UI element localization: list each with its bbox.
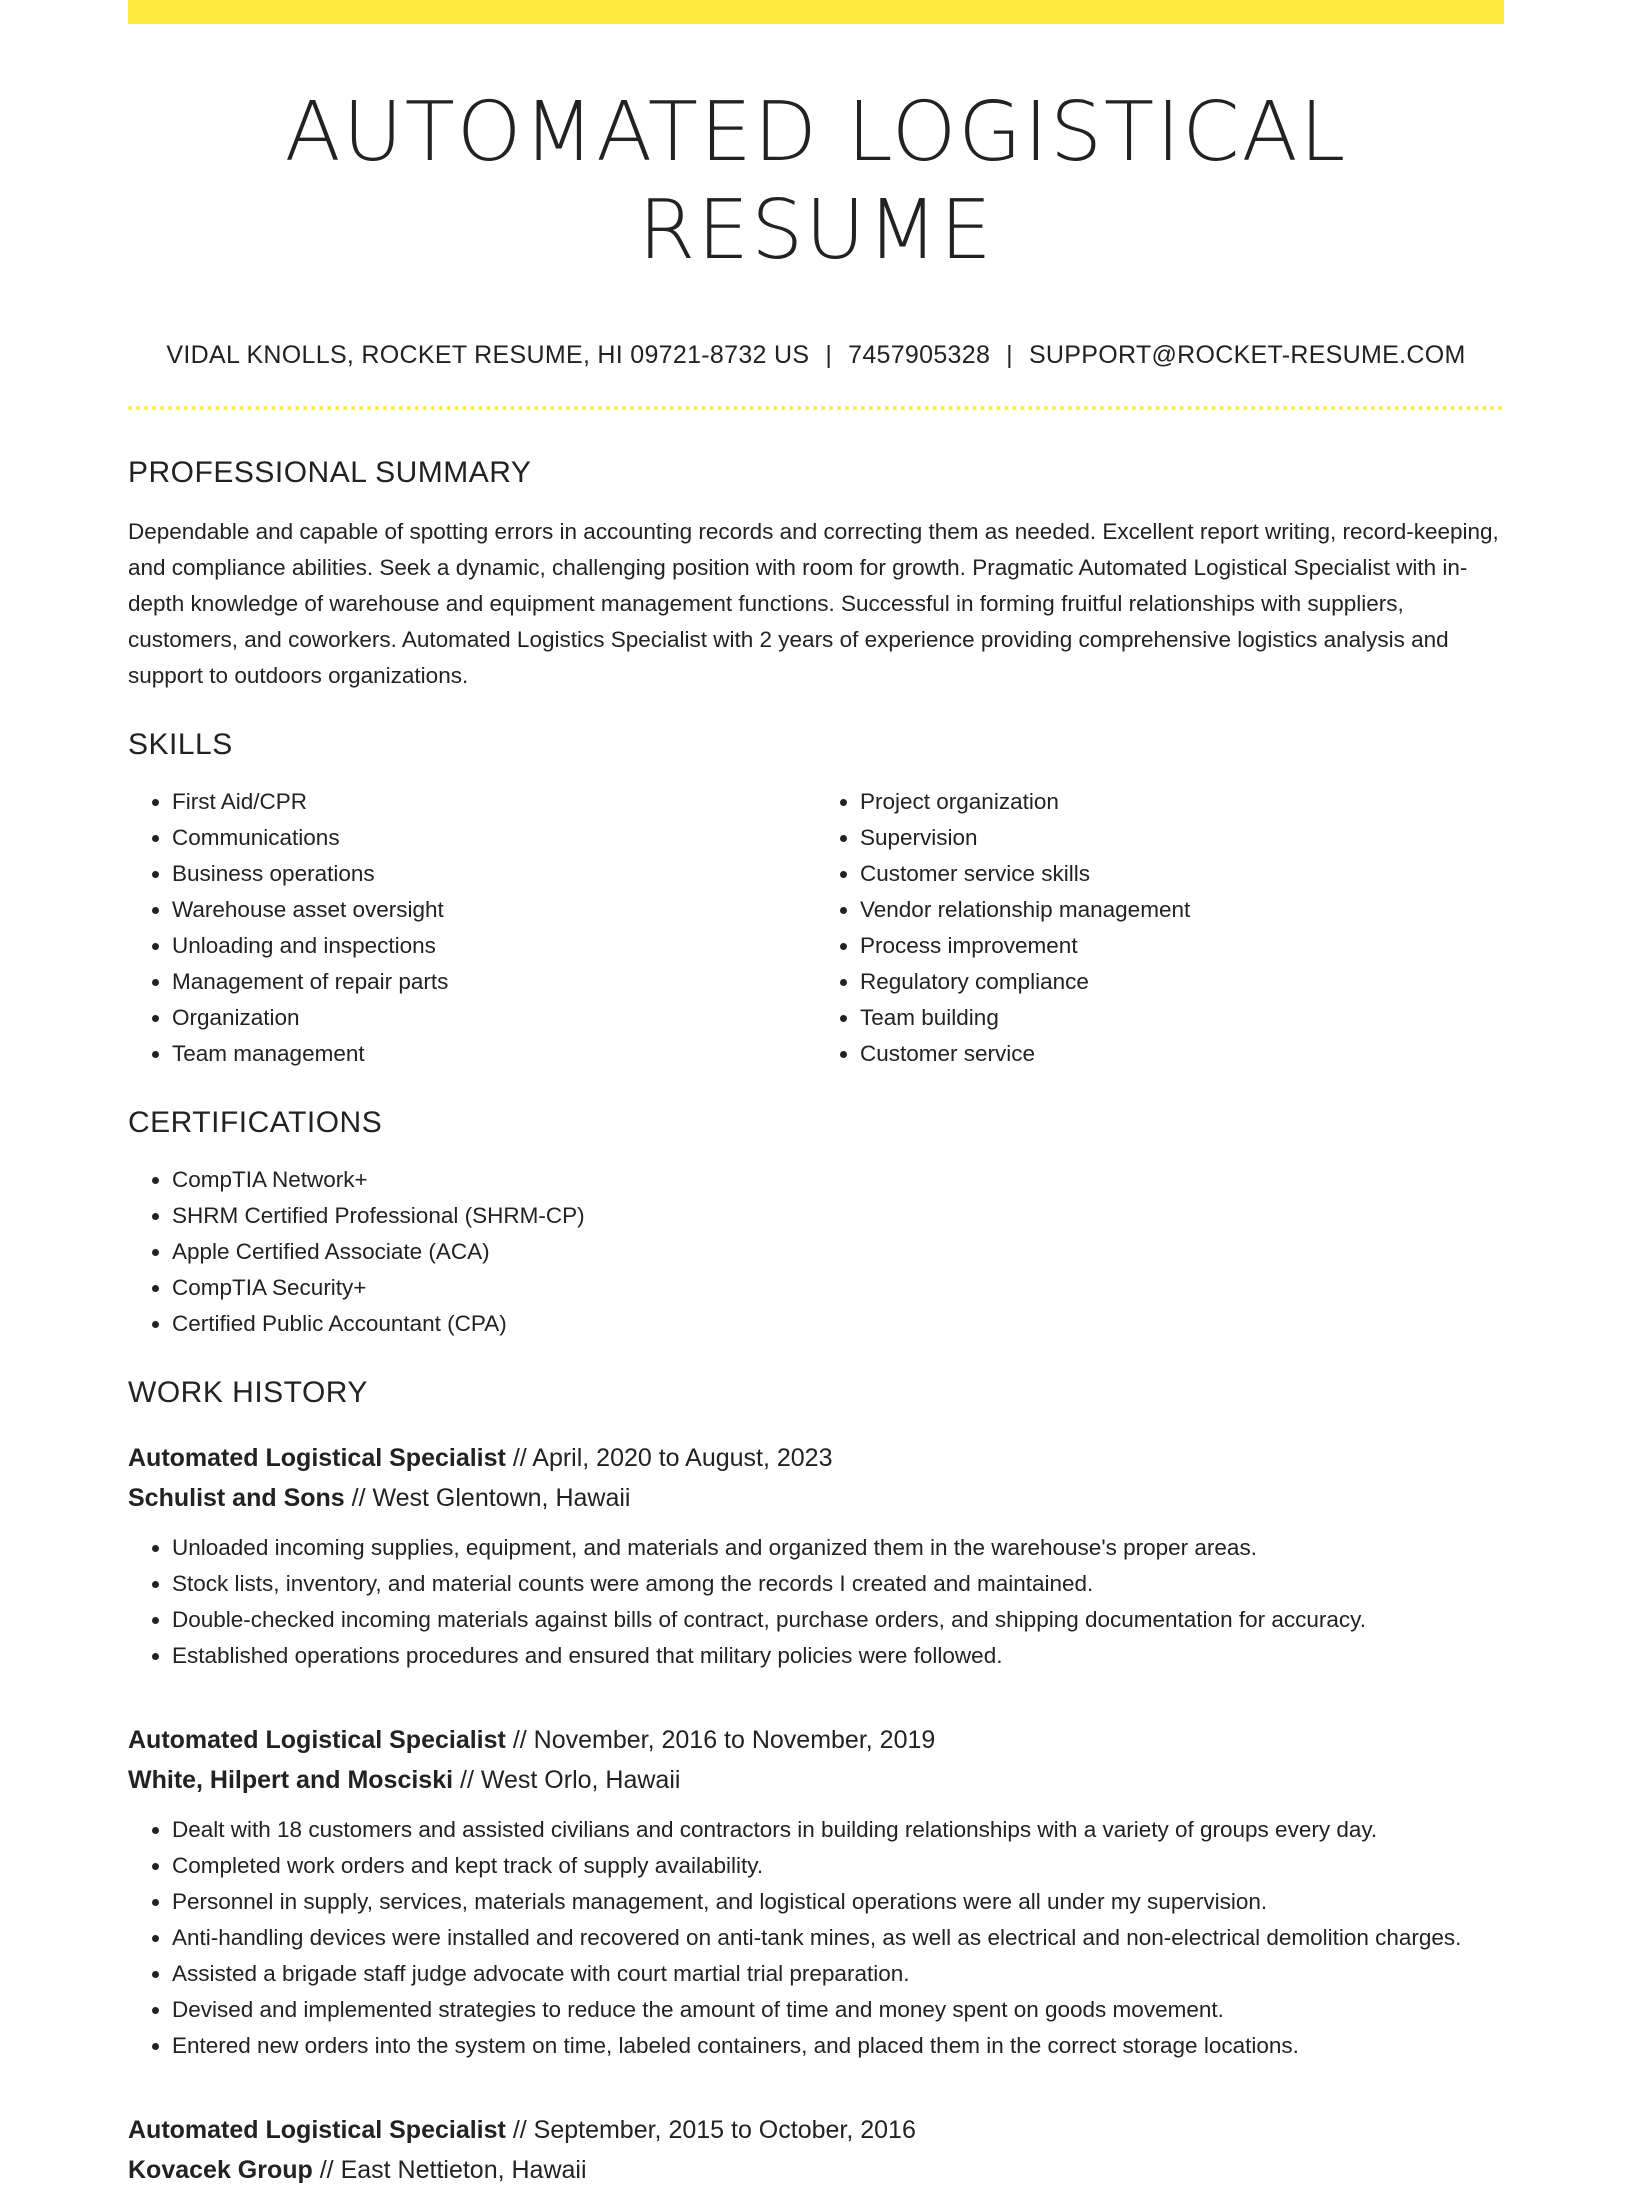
job-role: Automated Logistical Specialist: [128, 1443, 506, 1472]
contact-address: VIDAL KNOLLS, ROCKET RESUME, HI 09721-8732 US: [166, 340, 810, 369]
resume-page: [128, 0, 1504, 2190]
job-role-line: [128, 1438, 1504, 1478]
dotted-divider: [128, 406, 1504, 410]
job-entry: [128, 1438, 1504, 1674]
skill-item: • First Aid/CPR: [172, 784, 816, 820]
accent-top-bar: [128, 0, 1504, 24]
job-company: White, Hilpert and Mosciski: [128, 1765, 454, 1794]
work-history-heading: WORK HISTORY: [128, 1375, 368, 1409]
job-bullet: • Dealt with 18 customers and assisted civilians and contractors in building relationships with a variety of groups every day.: [172, 1812, 1504, 1848]
job-location: // West Glentown, Hawaii: [351, 1483, 631, 1512]
job-company-line: [128, 1478, 1504, 1518]
job-role: Automated Logistical Specialist: [128, 2115, 506, 2144]
skill-item: • Vendor relationship management: [860, 892, 1504, 928]
skill-item: • Project organization: [860, 784, 1504, 820]
certification-item: • Apple Certified Associate (ACA): [172, 1234, 1504, 1270]
job-entry: [128, 2110, 1504, 2190]
job-role-line: [128, 2110, 1504, 2150]
job-company: Kovacek Group: [128, 2155, 313, 2184]
job-bullets: [128, 1812, 1504, 2064]
skill-item: • Business operations: [172, 856, 816, 892]
job-dates: // April, 2020 to August, 2023: [512, 1443, 833, 1472]
contact-phone: 7457905328: [848, 340, 991, 369]
skill-item: • Management of repair parts: [172, 964, 816, 1000]
job-location: // East Nettieton, Hawaii: [319, 2155, 587, 2184]
skill-item: • Customer service skills: [860, 856, 1504, 892]
job-role: Automated Logistical Specialist: [128, 1725, 506, 1754]
job-bullet: • Personnel in supply, services, materials management, and logistical operations were all under my supervision.: [172, 1884, 1504, 1920]
job-bullet: • Double-checked incoming materials against bills of contract, purchase orders, and shipping documentation for accuracy.: [172, 1602, 1504, 1638]
job-bullet: • Established operations procedures and ensured that military policies were followed.: [172, 1638, 1504, 1674]
job-bullet: • Entered new orders into the system on time, labeled containers, and placed them in the correct storage locations.: [172, 2028, 1504, 2064]
job-bullet: • Unloaded incoming supplies, equipment, and materials and organized them in the warehouse's proper areas.: [172, 1530, 1504, 1566]
certifications-list: [128, 1162, 1504, 1342]
job-bullet: • Completed work orders and kept track of supply availability.: [172, 1848, 1504, 1884]
skill-item: • Process improvement: [860, 928, 1504, 964]
skill-item: • Warehouse asset oversight: [172, 892, 816, 928]
skill-item: • Supervision: [860, 820, 1504, 856]
certifications-heading: CERTIFICATIONS: [128, 1105, 383, 1139]
job-bullet: • Assisted a brigade staff judge advocate with court martial trial preparation.: [172, 1956, 1504, 1992]
skill-item: • Customer service: [860, 1036, 1504, 1072]
job-bullet: • Stock lists, inventory, and material counts were among the records I created and maintained.: [172, 1566, 1504, 1602]
skills-column-right: [816, 784, 1504, 1072]
summary-heading: PROFESSIONAL SUMMARY: [128, 455, 532, 489]
job-role-line: [128, 1720, 1504, 1760]
job-dates: // November, 2016 to November, 2019: [512, 1725, 936, 1754]
resume-title: AUTOMATED LOGISTICAL RESUME: [284, 85, 1348, 279]
skills-column-left: [128, 784, 816, 1072]
certification-item: • Certified Public Accountant (CPA): [172, 1306, 1504, 1342]
contact-separator: |: [1006, 340, 1013, 369]
skills-list: [128, 784, 1504, 1072]
job-bullets: [128, 1530, 1504, 1674]
skills-heading: SKILLS: [128, 727, 233, 761]
job-bullet: • Anti-handling devices were installed and recovered on anti-tank mines, as well as electrical and non-electrical demolition charges.: [172, 1920, 1504, 1956]
skill-item: • Unloading and inspections: [172, 928, 816, 964]
certification-item: • CompTIA Network+: [172, 1162, 1504, 1198]
skill-item: • Team management: [172, 1036, 816, 1072]
job-location: // West Orlo, Hawaii: [460, 1765, 681, 1794]
summary-text: Dependable and capable of spotting errors in accounting records and correcting them as needed. Excellent report writing, record-keeping, and compliance abilities. Seek a dynamic, challenging position with room for growth. Pragmatic Automated Logistical Specialist with in-depth knowledge of warehouse and equipment management functions. Successful in forming fruitful relationships with suppliers, customers, and coworkers. Automated Logistics Specialist with 2 years of experience providing comprehensive logistics analysis and support to outdoors organizations.: [128, 518, 1499, 688]
skill-item: • Organization: [172, 1000, 816, 1036]
job-company: Schulist and Sons: [128, 1483, 345, 1512]
skill-item: • Regulatory compliance: [860, 964, 1504, 1000]
job-entry: [128, 1720, 1504, 2064]
skill-item: • Team building: [860, 1000, 1504, 1036]
contact-separator: |: [825, 340, 833, 369]
contact-line: [128, 340, 1504, 369]
certification-item: • SHRM Certified Professional (SHRM-CP): [172, 1198, 1504, 1234]
job-company-line: [128, 1760, 1504, 1800]
contact-email: SUPPORT@ROCKET-RESUME.COM: [1028, 340, 1466, 369]
job-dates: // September, 2015 to October, 2016: [512, 2115, 916, 2144]
job-company-line: [128, 2150, 1504, 2190]
job-bullet: • Devised and implemented strategies to reduce the amount of time and money spent on goods movement.: [172, 1992, 1504, 2028]
skill-item: • Communications: [172, 820, 816, 856]
certification-item: • CompTIA Security+: [172, 1270, 1504, 1306]
